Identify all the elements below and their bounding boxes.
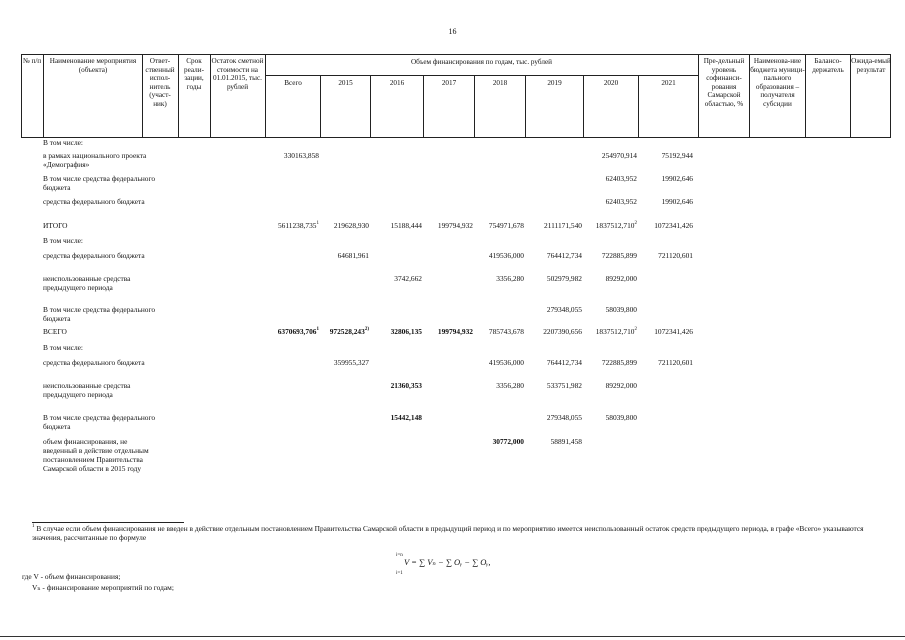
footnote-rule <box>32 522 184 523</box>
cell-value: 722885,899 <box>601 251 637 260</box>
table-cell <box>662 151 693 160</box>
cell-value: 19902,646 <box>661 197 693 206</box>
header-year-2019: 2019 <box>547 79 562 87</box>
cell-value: 58039,800 <box>605 305 637 314</box>
row-label: В том числе: <box>43 343 83 352</box>
cell-value: 15442,148 <box>390 413 422 422</box>
cell-value: 279348,055 <box>546 413 582 422</box>
cell-value: 972528,243 <box>329 327 365 336</box>
footnote-marker: 1 <box>32 524 35 529</box>
funding-subheader-line <box>265 75 698 76</box>
cell-value: 58891,458 <box>550 437 582 446</box>
table-cell <box>662 197 693 206</box>
cell-value: 1837512,710 <box>595 221 635 230</box>
table-cell <box>391 413 422 422</box>
table-cell <box>394 274 422 283</box>
footnote-ref: 2 <box>634 221 637 226</box>
cell-value: 15188,444 <box>390 221 422 230</box>
footnote <box>32 524 890 542</box>
cell-value: 419536,000 <box>488 358 524 367</box>
cell-value: 721120,601 <box>658 358 693 367</box>
cell-value: 502979,982 <box>546 274 582 283</box>
table-cell <box>489 358 524 367</box>
cell-value: 721120,601 <box>658 251 693 260</box>
row-label: В том числе: <box>43 138 83 147</box>
table-cell <box>278 221 319 230</box>
header-total: Всего <box>284 79 302 87</box>
definition-v: где V - объем финансирования; <box>22 572 121 581</box>
table-cell <box>654 221 693 230</box>
cell-value: 3356,280 <box>496 381 524 390</box>
cell-value: 89292,000 <box>605 381 637 390</box>
header-funding-title: Объем финансирования по годам, тыс. рублей <box>410 58 553 66</box>
cell-value: 330163,858 <box>283 151 319 160</box>
cell-value: 30772,000 <box>492 437 524 446</box>
table-cell <box>547 358 582 367</box>
cell-value: 89292,000 <box>605 274 637 283</box>
header-year-2017: 2017 <box>441 79 457 87</box>
table-cell <box>496 381 524 390</box>
table-cell <box>438 327 473 336</box>
header-cofinancing: Пре-дельный уровень софинанси-рования Самарской областью, % <box>703 57 745 108</box>
cell-value: 6370693,706 <box>277 327 317 336</box>
table-cell <box>334 221 369 230</box>
table-cell <box>662 174 693 183</box>
row-label: средства федерального бюджета <box>43 358 145 367</box>
table-cell <box>547 381 582 390</box>
cell-value: 219628,930 <box>333 221 369 230</box>
header-result: Ожида-емый результат <box>851 57 891 74</box>
cell-value: 5611238,735 <box>277 221 317 230</box>
cell-value: 764412,734 <box>546 251 582 260</box>
row-label: В том числе средства федерального бюджета <box>43 413 156 431</box>
cell-value: 58039,800 <box>605 413 637 422</box>
header-executor: Ответ-ственный испол-нитель (участ-ник) <box>145 57 175 108</box>
header-term: Срок реали-зации, годы <box>184 57 204 91</box>
definition-vn: Vₙ - финансирование мероприятий по годам; <box>32 583 174 592</box>
table-cell <box>606 413 637 422</box>
page-number: 16 <box>448 27 457 36</box>
header-year-2021: 2021 <box>661 79 676 87</box>
cell-value: 1072341,426 <box>654 221 693 230</box>
table-cell <box>606 197 637 206</box>
table-cell <box>391 381 422 390</box>
row-label: средства федерального бюджета <box>43 251 145 260</box>
row-label: В том числе: <box>43 236 83 245</box>
cell-value: 64681,961 <box>337 251 369 260</box>
cell-value: 1072341,426 <box>654 327 693 336</box>
cell-value: 3356,280 <box>496 274 524 283</box>
header-year-2015: 2015 <box>338 79 353 87</box>
table-cell <box>334 358 369 367</box>
cell-value: 62403,952 <box>605 174 637 183</box>
table-cell <box>489 251 524 260</box>
cell-value: 359955,327 <box>333 358 369 367</box>
page-bottom-rule <box>0 636 905 637</box>
table-cell <box>602 151 637 160</box>
table-cell <box>654 327 693 336</box>
row-label: объем финансирования, не введенный в действие отдельным постановлением Правительства Самарской области в 2015 году <box>43 437 149 473</box>
table-cell <box>544 221 582 230</box>
cell-value: 199794,932 <box>437 327 473 336</box>
cell-value: 2207390,656 <box>543 327 582 336</box>
cell-value: 2111171,540 <box>544 221 582 230</box>
cell-value: 19902,646 <box>661 174 693 183</box>
table-cell <box>606 305 637 314</box>
header-budget-holder: Наименова-ние бюджета муници-пального образования – получателя субсидии <box>750 57 805 108</box>
header-balance-holder: Балансо-держатель <box>812 57 844 74</box>
table-cell <box>330 327 369 336</box>
row-label: в рамках национального проекта «Демография» <box>43 151 147 169</box>
table-cell <box>547 305 582 314</box>
table-cell <box>391 221 422 230</box>
table-cell <box>338 251 369 260</box>
row-label: В том числе средства федерального бюджета <box>43 305 156 323</box>
cell-value: 21360,353 <box>390 381 422 390</box>
table-cell <box>596 221 637 230</box>
table-cell <box>658 358 693 367</box>
table-cell <box>547 251 582 260</box>
row-label: неиспользованные средства предыдущего периода <box>43 381 131 399</box>
cell-value: 1837512,710 <box>595 327 635 336</box>
table-cell <box>606 381 637 390</box>
cell-value: 533751,982 <box>546 381 582 390</box>
table-cell <box>278 327 319 336</box>
header-remainder: Остаток сметной стоимости на 01.01.2015, тыс. рублей <box>211 57 264 91</box>
table-cell <box>596 327 637 336</box>
formula-upper-limit: i=n <box>396 553 403 558</box>
cell-value: 62403,952 <box>605 197 637 206</box>
cell-value: 764412,734 <box>546 358 582 367</box>
table-cell <box>547 413 582 422</box>
table-cell <box>496 274 524 283</box>
row-label: В том числе средства федерального бюджета <box>43 174 156 192</box>
cell-value: 199794,932 <box>437 221 473 230</box>
row-label: неиспользованные средства предыдущего периода <box>43 274 131 292</box>
header-year-2020: 2020 <box>603 79 619 87</box>
table-cell <box>547 274 582 283</box>
footnote-ref: 1 <box>316 327 319 332</box>
cell-value: 754971,678 <box>488 221 524 230</box>
table-cell <box>493 437 524 446</box>
footnote-ref: 1 <box>316 221 319 226</box>
cell-value: 419536,000 <box>488 251 524 260</box>
table-cell <box>543 327 582 336</box>
table-cell <box>489 221 524 230</box>
table-cell <box>602 358 637 367</box>
cell-value: 254970,914 <box>601 151 637 160</box>
table-cell <box>391 327 422 336</box>
footnote-ref: 2) <box>364 327 369 332</box>
table-cell <box>606 274 637 283</box>
cell-value: 32806,135 <box>390 327 422 336</box>
cell-value: 279348,055 <box>546 305 582 314</box>
col-divider <box>43 54 44 138</box>
header-year-2016: 2016 <box>389 79 405 87</box>
table-cell <box>551 437 582 446</box>
footnote-ref: 2 <box>634 327 637 332</box>
formula: V = ∑ Vₙ − ∑ Oᵧ − ∑ Oᵧ, <box>404 557 491 567</box>
cell-value: 75192,944 <box>661 151 693 160</box>
row-label: средства федерального бюджета <box>43 197 145 206</box>
header-num: № п/п <box>22 57 42 65</box>
footnote-text: В случае если объем финансирования не введен в действие отдельным постановлением Правительства Самарской области в предыдущий период и по мероприятию имеется неиспользованный остаток средств предыдущего периода, в графе «Всего» указываются значения, рассчитанные по формуле <box>32 524 864 542</box>
row-label: ИТОГО <box>43 221 68 230</box>
table-cell <box>606 174 637 183</box>
row-label: ВСЕГО <box>43 327 67 336</box>
header-name: Наименование мероприятия (объекта) <box>49 57 137 74</box>
header-year-2018: 2018 <box>492 79 508 87</box>
table-cell <box>489 327 524 336</box>
table-cell <box>284 151 319 160</box>
formula-lower-limit: i=1 <box>396 571 403 576</box>
cell-value: 785743,678 <box>488 327 524 336</box>
table-cell <box>438 221 473 230</box>
table-cell <box>658 251 693 260</box>
col-divider <box>265 54 266 138</box>
cell-value: 3742,662 <box>394 274 422 283</box>
cell-value: 722885,899 <box>601 358 637 367</box>
table-cell <box>602 251 637 260</box>
